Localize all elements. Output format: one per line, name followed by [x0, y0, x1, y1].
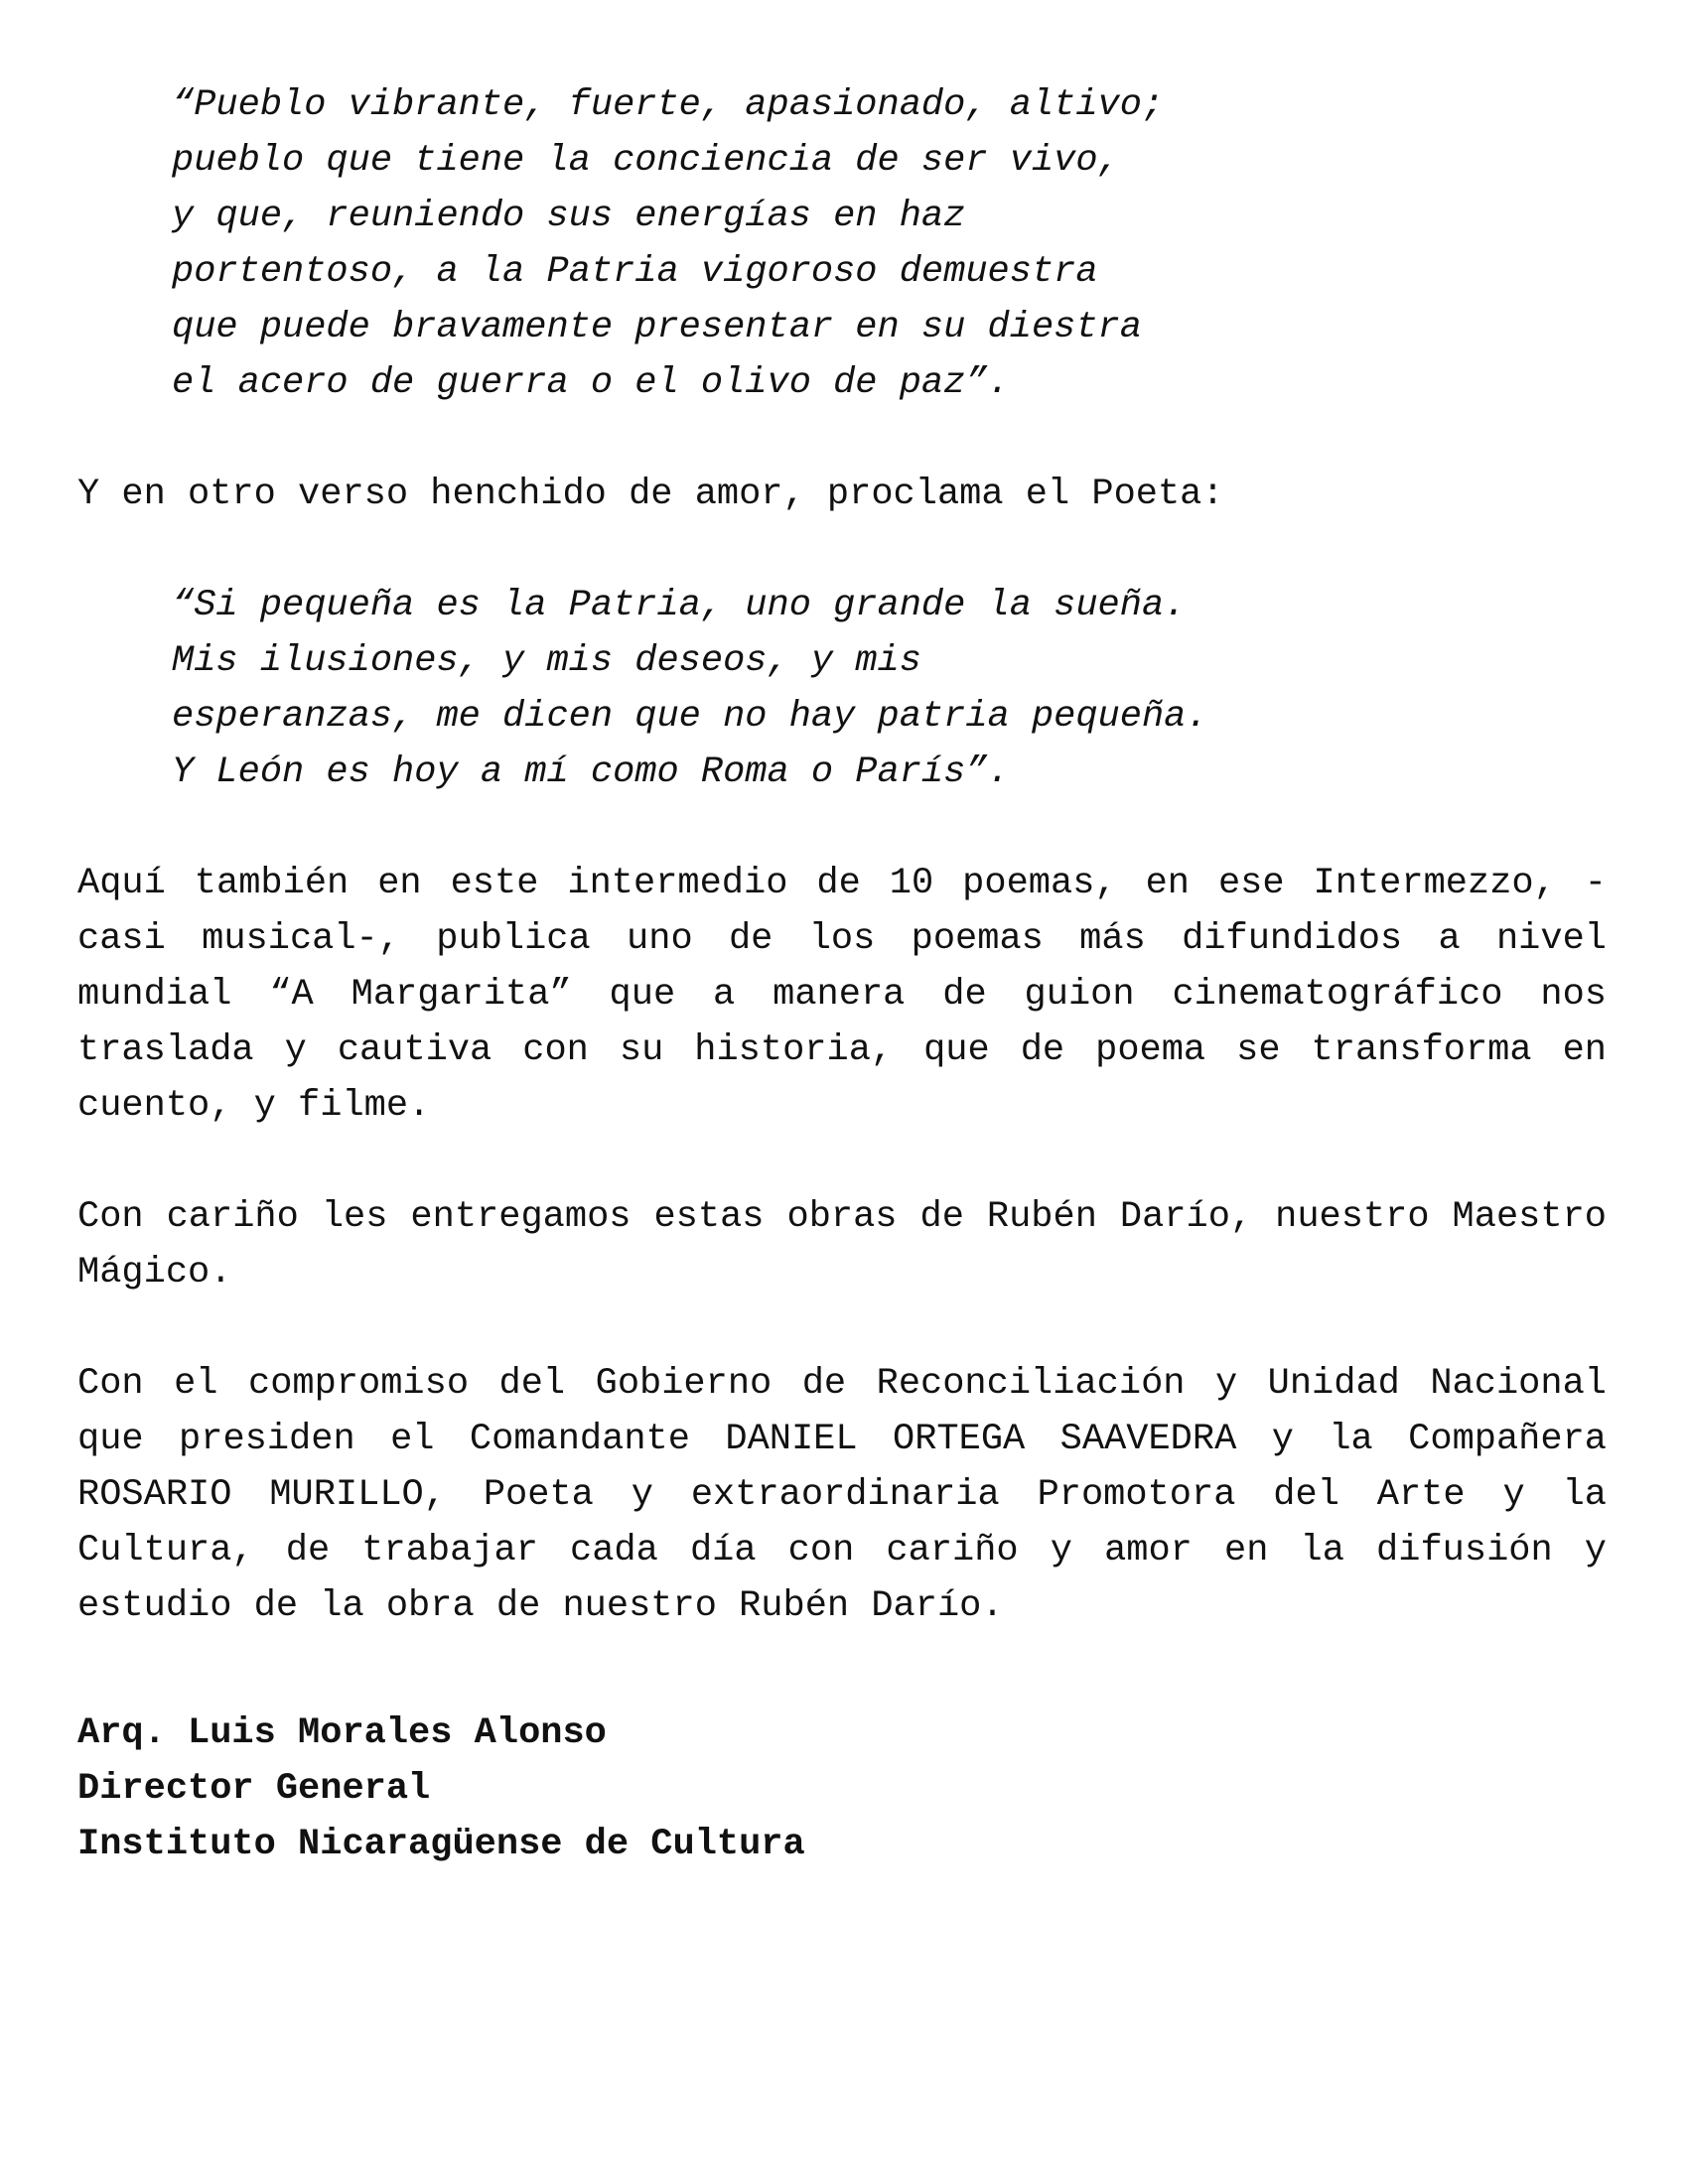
verse-line: “Si pequeña es la Patria, uno grande la sueña.	[172, 585, 1187, 626]
intermezzo-paragraph: Aquí también en este intermedio de 10 poemas, en ese Intermezzo, -casi musical-, publica uno de los poemas más difundidos a nivel mundial “A Margarita” que a manera de guion cinematográfico nos traslada y cautiva con su historia, que de poema se transforma en cuento, y filme.	[77, 863, 1607, 1127]
spacer	[77, 411, 1607, 467]
verse-line: el acero de guerra o el olivo de paz”.	[172, 362, 1010, 404]
document-page	[77, 77, 1607, 1872]
verse-line: Y León es hoy a mí como Roma o París”.	[172, 751, 1010, 793]
compromiso-paragraph: Con el compromiso del Gobierno de Reconciliación y Unidad Nacional que presiden el Comandante DANIEL ORTEGA SAAVEDRA y la Compañera ROSARIO MURILLO, Poeta y extraordinaria Promotora del Arte y la Cultura, de trabajar cada día con cariño y amor en la difusión y estudio de la obra de nuestro Rubén Darío.	[77, 1363, 1607, 1627]
verse-quote-patria	[172, 578, 1607, 800]
signatory-institution: Instituto Nicaragüense de Cultura	[77, 1824, 805, 1865]
verse-line: portentoso, a la Patria vigoroso demuestra	[172, 251, 1098, 293]
entrega-paragraph: Con cariño les entregamos estas obras de Rubén Darío, nuestro Maestro Mágico.	[77, 1196, 1607, 1294]
spacer	[77, 1134, 1607, 1189]
verse-line: “Pueblo vibrante, fuerte, apasionado, altivo;	[172, 84, 1165, 126]
signatory-title: Director General	[77, 1768, 431, 1810]
signatory-name: Arq. Luis Morales Alonso	[77, 1712, 607, 1754]
verse-line: y que, reuniendo sus energías en haz	[172, 196, 966, 237]
verse-line: esperanzas, me dicen que no hay patria pequeña.	[172, 696, 1208, 738]
spacer	[77, 800, 1607, 856]
intro-paragraph: Y en otro verso henchido de amor, proclama el Poeta:	[77, 474, 1224, 515]
verse-quote-pueblo	[172, 77, 1607, 411]
signature-block	[77, 1706, 1607, 1872]
spacer	[77, 1634, 1607, 1706]
verse-line: que puede bravamente presentar en su diestra	[172, 307, 1142, 348]
verse-line: Mis ilusiones, y mis deseos, y mis	[172, 640, 921, 682]
verse-line: pueblo que tiene la conciencia de ser vivo,	[172, 140, 1120, 182]
spacer	[77, 522, 1607, 578]
spacer	[77, 1300, 1607, 1356]
